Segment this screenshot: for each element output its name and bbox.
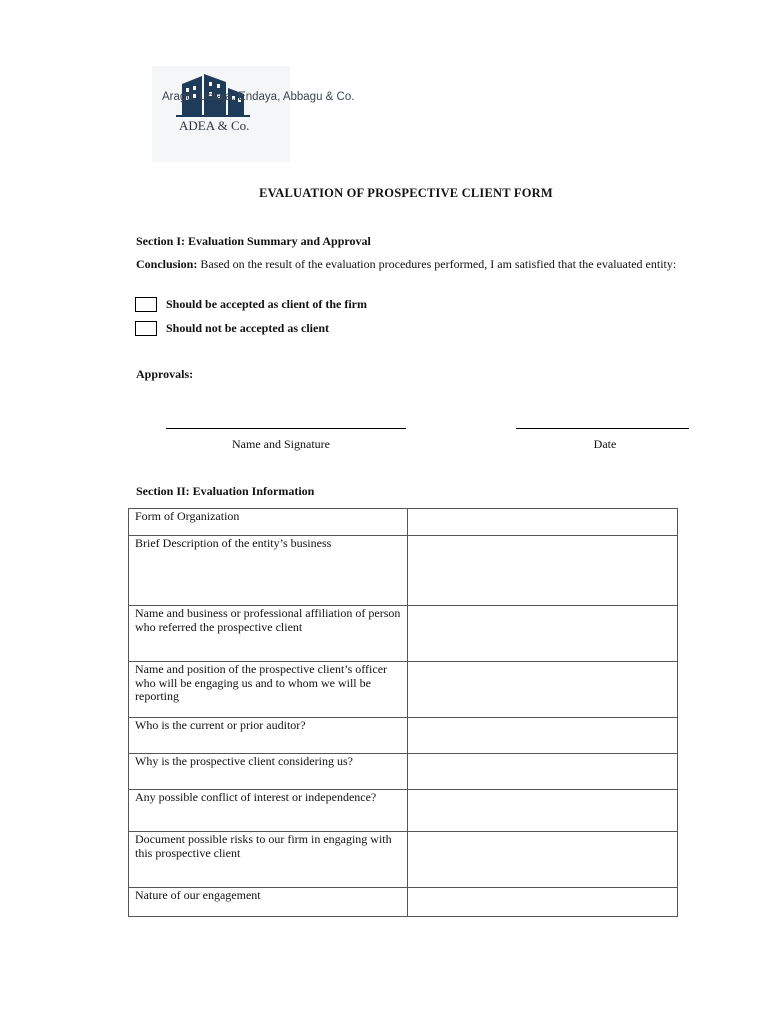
row-answer-cell[interactable] [408, 888, 678, 917]
conclusion-paragraph [136, 257, 696, 272]
table-row [129, 790, 678, 832]
table-row [129, 832, 678, 888]
form-title: EVALUATION OF PROSPECTIVE CLIENT FORM [259, 186, 553, 200]
accept-checkbox[interactable] [135, 297, 157, 312]
row-answer-cell[interactable] [408, 662, 678, 718]
row-answer-cell[interactable] [408, 790, 678, 832]
row-question: Name and position of the prospective client’s officer who will be engaging us and to whom we will be reporting [129, 662, 408, 718]
conclusion-text: Based on the result of the evaluation procedures performed, I am satisfied that the evaluated entity: [197, 257, 677, 271]
reject-checkbox[interactable] [135, 321, 157, 336]
date-line[interactable] [516, 428, 689, 429]
option-accept[interactable] [135, 295, 367, 313]
row-question: Document possible risks to our firm in engaging with this prospective client [129, 832, 408, 888]
row-question: Any possible conflict of interest or independence? [129, 790, 408, 832]
table-row [129, 754, 678, 790]
row-question: Brief Description of the entity’s business [129, 536, 408, 606]
row-answer-cell[interactable] [408, 509, 678, 536]
conclusion-label: Conclusion: [136, 257, 198, 271]
row-question: Nature of our engagement [129, 888, 408, 917]
section1-heading: Section I: Evaluation Summary and Approval [136, 234, 371, 248]
table-row [129, 662, 678, 718]
row-question: Form of Organization [129, 509, 408, 536]
row-question: Why is the prospective client considering us? [129, 754, 408, 790]
table-row [129, 606, 678, 662]
option-reject[interactable] [135, 319, 329, 337]
signature-label: Name and Signature [232, 437, 330, 451]
date-label: Date [593, 437, 617, 451]
logo-firm-name: Arago, Ustaja, Endaya, Abbagu & Co. [162, 91, 355, 103]
evaluation-info-table [128, 508, 678, 917]
firm-logo [152, 66, 355, 162]
logo-short-name: ADEA & Co. [179, 118, 250, 133]
row-answer-cell[interactable] [408, 606, 678, 662]
table-row [129, 718, 678, 754]
row-answer-cell[interactable] [408, 832, 678, 888]
reject-label: Should not be accepted as client [166, 320, 330, 335]
building-logo-icon [152, 66, 290, 162]
row-question: Name and business or professional affiliation of person who referred the prospective client [129, 606, 408, 662]
approvals-label: Approvals: [136, 367, 194, 381]
row-answer-cell[interactable] [408, 536, 678, 606]
section2-heading: Section II: Evaluation Information [136, 484, 315, 498]
signature-line[interactable] [166, 428, 406, 429]
row-answer-cell[interactable] [408, 718, 678, 754]
table-row [129, 509, 678, 536]
table-row [129, 888, 678, 917]
accept-label: Should be accepted as client of the firm [166, 296, 367, 311]
table-row [129, 536, 678, 606]
row-question: Who is the current or prior auditor? [129, 718, 408, 754]
row-answer-cell[interactable] [408, 754, 678, 790]
